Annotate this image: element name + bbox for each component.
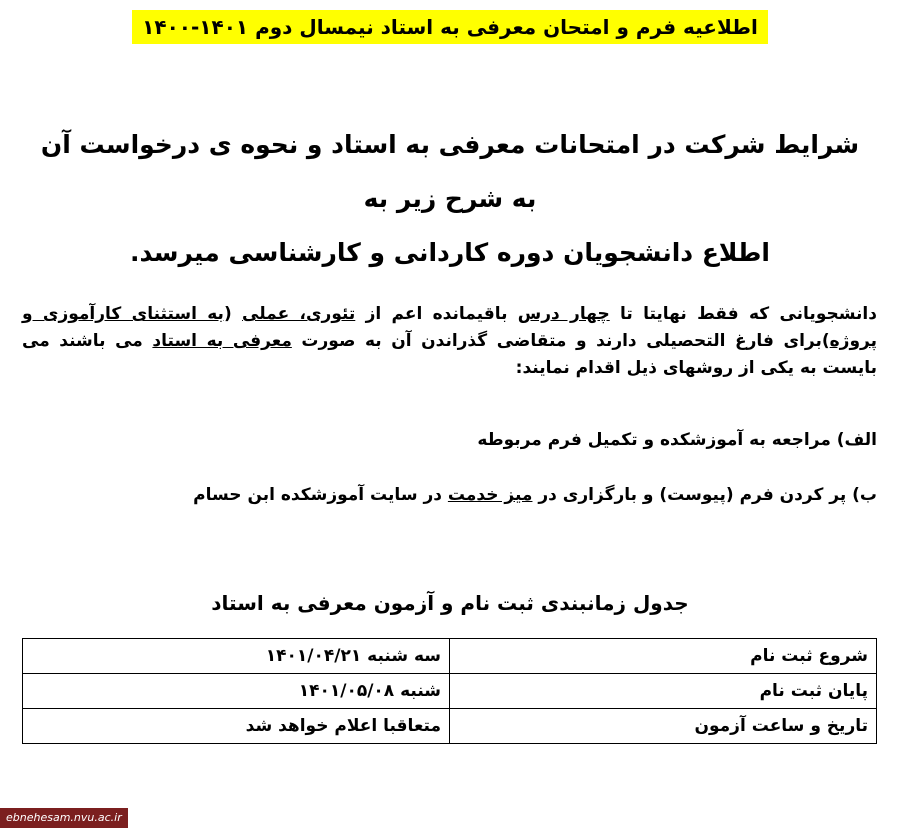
schedule-table	[22, 638, 877, 744]
schedule-table-title: جدول زمانبندی ثبت نام و آزمون معرفی به استاد	[211, 591, 689, 615]
underlined-referral: معرفی به استاد	[152, 331, 292, 351]
table-cell-value: متعاقبا اعلام خواهد شد	[23, 709, 450, 744]
text-segment: می باشند می بایست به یکی از روشهای ذیل اقدام نمایند:	[22, 331, 877, 378]
intro-text	[40, 118, 860, 280]
text-segment: در سایت آموزشکده ابن حسام	[193, 485, 448, 505]
text-segment: (	[223, 304, 243, 324]
text-segment: دانشجویانی که فقط نهایتا تا	[609, 304, 877, 324]
table-cell-value: شنبه ۱۴۰۱/۰۵/۰۸	[23, 674, 450, 709]
site-watermark: ebnehesam.nvu.ac.ir	[0, 808, 128, 828]
underlined-four-courses: چهار درس	[517, 304, 610, 324]
text-segment: ب) پر کردن فرم (پیوست) و بارگزاری در	[532, 485, 877, 505]
title-container	[0, 10, 900, 44]
page-title: اطلاعیه فرم و امتحان معرفی به استاد نیمسال دوم ۱۴۰۱-۱۴۰۰	[132, 10, 768, 44]
table-row	[23, 709, 877, 744]
conditions-paragraph	[22, 301, 877, 382]
option-a: الف) مراجعه به آموزشکده و تکمیل فرم مربوطه	[477, 430, 877, 450]
option-b	[22, 482, 877, 509]
text-segment: )برای فارغ التحصیلی دارند و متقاضی گذراندن آن به صورت	[291, 331, 830, 351]
table-cell-label: تاریخ و ساعت آزمون	[450, 709, 877, 744]
intro-line-2: اطلاع دانشجویان دوره کاردانی و کارشناسی میرسد.	[129, 238, 770, 267]
table-cell-label: شروع ثبت نام	[450, 639, 877, 674]
table-cell-value: سه شنبه ۱۴۰۱/۰۴/۲۱	[23, 639, 450, 674]
underlined-theory-practical: تئوری، عملی	[242, 304, 356, 324]
table-row	[23, 674, 877, 709]
intro-line-1: شرایط شرکت در امتحانات معرفی به استاد و نحوه ی درخواست آن به شرح زیر به	[40, 130, 860, 213]
table-row	[23, 639, 877, 674]
table-cell-label: پایان ثبت نام	[450, 674, 877, 709]
underlined-service-desk: میز خدمت	[447, 485, 533, 505]
text-segment: باقیمانده اعم از	[355, 304, 518, 324]
underlined-exception: به استثنای کارآموزی و پروژه	[22, 304, 877, 351]
